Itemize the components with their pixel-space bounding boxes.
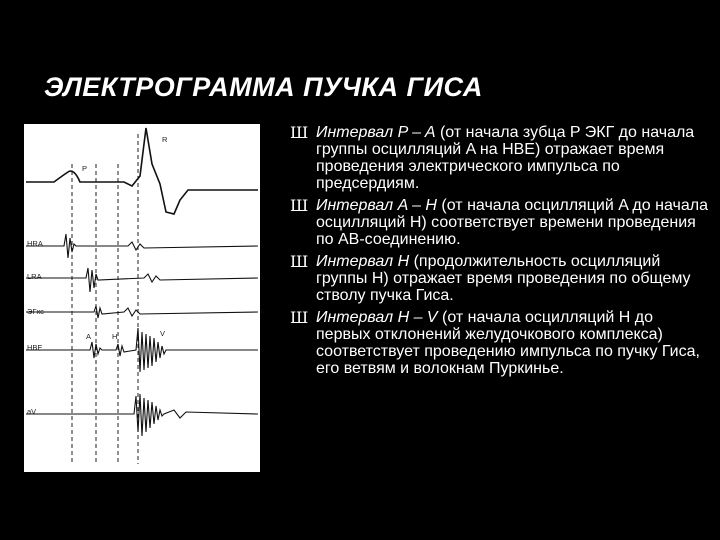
h-deflection-label: H — [112, 332, 118, 341]
electrogram-svg — [24, 124, 260, 472]
slide-title: ЭЛЕКТРОГРАММА ПУЧКА ГИСА — [44, 72, 483, 102]
lead-label-hra: HRA — [27, 239, 43, 248]
trace-hbe — [26, 328, 258, 372]
trace-lra — [26, 268, 258, 292]
bullet-p-a-interval — [290, 124, 710, 192]
lead-label-hbe: HBE — [27, 343, 43, 352]
r-wave-label: R — [162, 135, 168, 144]
bullet-h-v-interval — [290, 309, 710, 377]
bullet-marker: Ш — [290, 123, 309, 142]
trace-hra — [26, 234, 258, 258]
interval-term: Интервал A – H — [316, 197, 437, 214]
trace-av — [26, 394, 258, 436]
interval-description: (от начала осцилляций A до начала осцилляций H) соответствует времени проведения по АВ-соединению. — [316, 197, 708, 248]
lead-label-lra: LRA — [27, 272, 42, 281]
bullet-marker: Ш — [290, 196, 309, 215]
lead-label-av: aV — [27, 407, 37, 416]
lead-label-eghs: ЭГхс — [27, 307, 44, 316]
trace-eghs — [26, 306, 258, 318]
bullet-marker: Ш — [290, 308, 309, 327]
v-deflection-label: V — [160, 329, 166, 338]
interval-term: Интервал P – A — [316, 124, 436, 141]
bullet-h-interval — [290, 253, 710, 304]
interval-term: Интервал H — [316, 253, 410, 270]
bullet-marker: Ш — [290, 252, 309, 271]
a-deflection-label: A — [86, 332, 92, 341]
interval-term: Интервал H – V — [316, 309, 438, 326]
bullet-a-h-interval — [290, 197, 710, 248]
ecg-trace — [26, 128, 258, 214]
p-wave-label: P — [82, 164, 88, 173]
interval-description: (от начала зубца P ЭКГ до начала группы осцилляций A на НВЕ) отражает время проведения электрического импульса по предсердиям. — [316, 124, 695, 192]
his-bundle-electrogram-figure — [24, 124, 260, 472]
interval-description: (от начала осцилляций H до первых отклонений желудочкового комплекса) соответствует проведению импульса по пучку Гиса, его ветвям и волокнам Пуркинье. — [316, 309, 700, 377]
interval-definitions-list — [290, 124, 710, 382]
interval-description: (продолжительность осцилляций группы H) отражает время проведения по общему стволу пучка Гиса. — [316, 253, 691, 304]
